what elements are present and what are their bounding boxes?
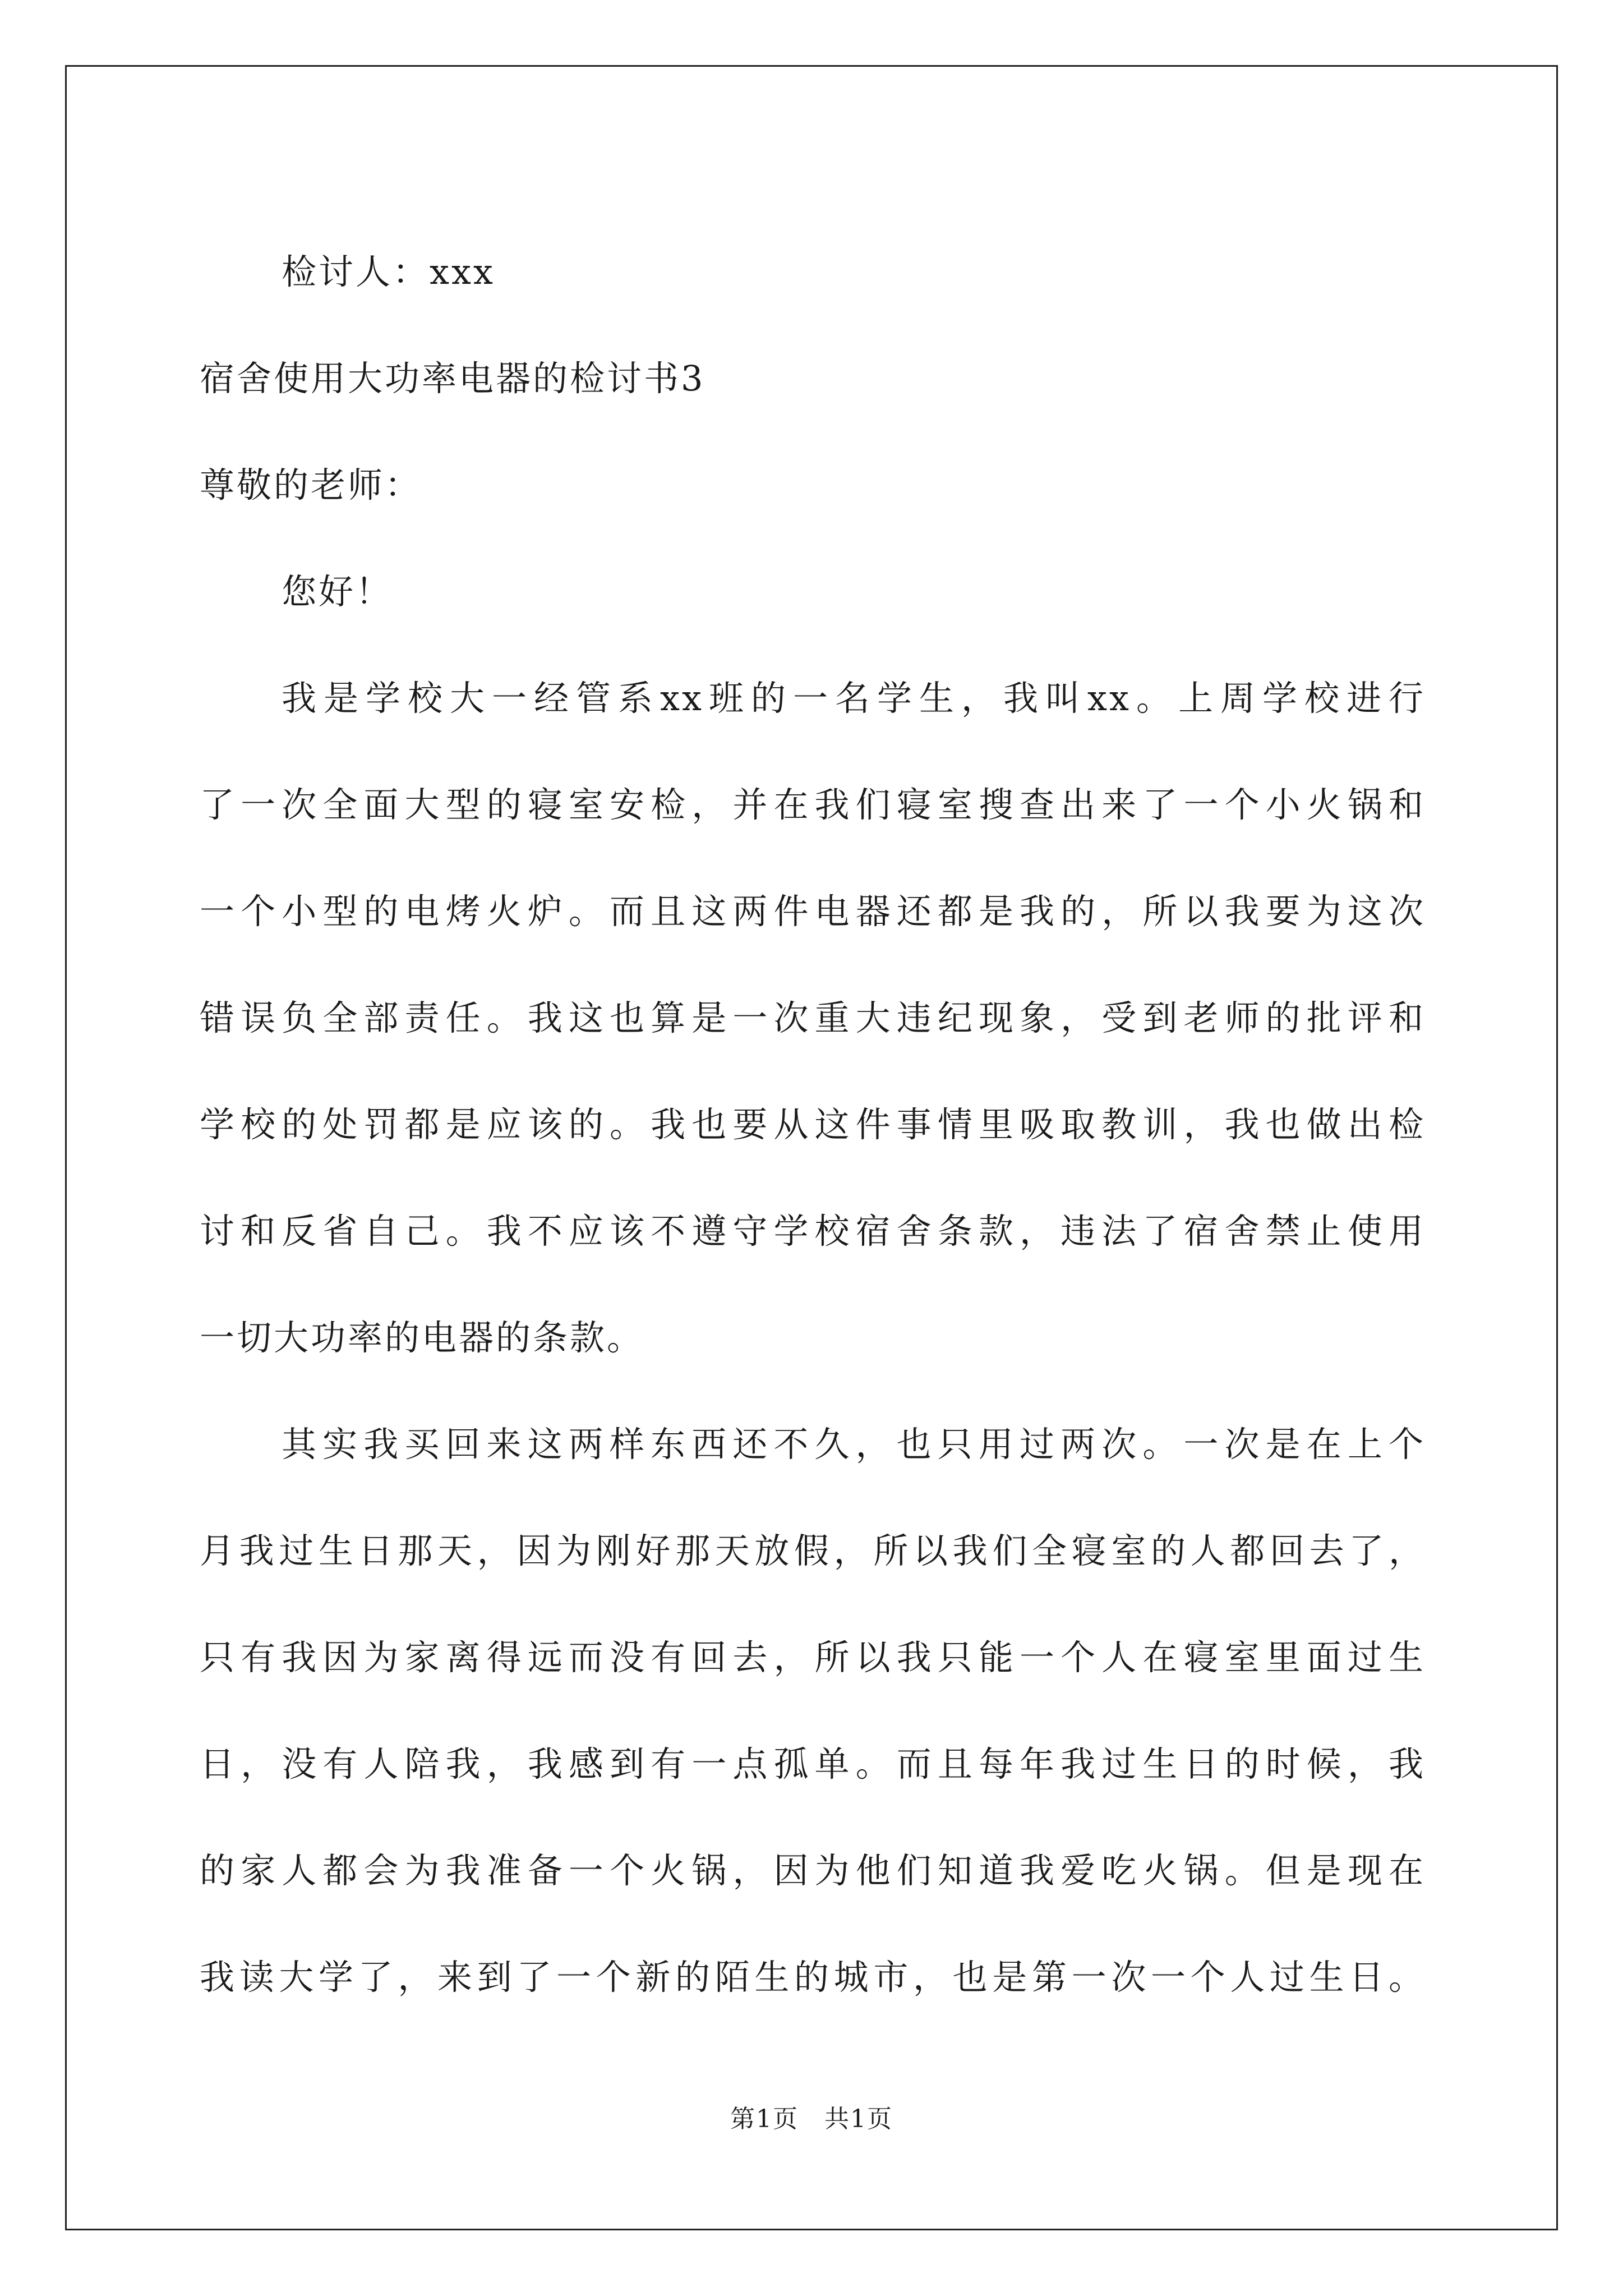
text-line: 检讨人：xxx bbox=[282, 251, 495, 292]
text-line: 错误负全部责任。我这也算是一次重大违纪现象，受到老师的批评和 bbox=[200, 997, 1426, 1038]
salutation: 尊敬的老师： bbox=[200, 464, 422, 505]
text-line: 您好！ bbox=[282, 571, 393, 612]
text-line: 一个小型的电烤火炉。而且这两件电器还都是我的，所以我要为这次 bbox=[200, 891, 1426, 932]
text-line: 了一次全面大型的寝室安检，并在我们寝室搜查出来了一个小火锅和 bbox=[200, 784, 1426, 825]
text-line: 的家人都会为我准备一个火锅，因为他们知道我爱吃火锅。但是现在 bbox=[200, 1850, 1426, 1891]
document-title: 宿舍使用大功率电器的检讨书3 bbox=[200, 358, 706, 399]
text-line: 日，没有人陪我，我感到有一点孤单。而且每年我过生日的时候，我 bbox=[200, 1743, 1426, 1784]
text-line: 我读大学了，来到了一个新的陌生的城市，也是第一次一个人过生日。 bbox=[200, 1957, 1426, 1998]
page-footer: 第1页 共1页 bbox=[730, 2105, 893, 2133]
text-line: 学校的处罚都是应该的。我也要从这件事情里吸取教训，我也做出检 bbox=[200, 1104, 1426, 1145]
text-line: 其实我买回来这两样东西还不久，也只用过两次。一次是在上个 bbox=[282, 1424, 1426, 1465]
text-line: 只有我因为家离得远而没有回去，所以我只能一个人在寝室里面过生 bbox=[200, 1637, 1426, 1678]
text-line: 我是学校大一经管系xx班的一名学生，我叫xx。上周学校进行 bbox=[282, 678, 1426, 719]
text-line: 一切大功率的电器的条款。 bbox=[200, 1317, 644, 1358]
text-line: 月我过生日那天，因为刚好那天放假，所以我们全寝室的人都回去了， bbox=[200, 1530, 1426, 1571]
document-body bbox=[200, 219, 1426, 2031]
text-line: 讨和反省自己。我不应该不遵守学校宿舍条款，违法了宿舍禁止使用 bbox=[200, 1211, 1426, 1251]
